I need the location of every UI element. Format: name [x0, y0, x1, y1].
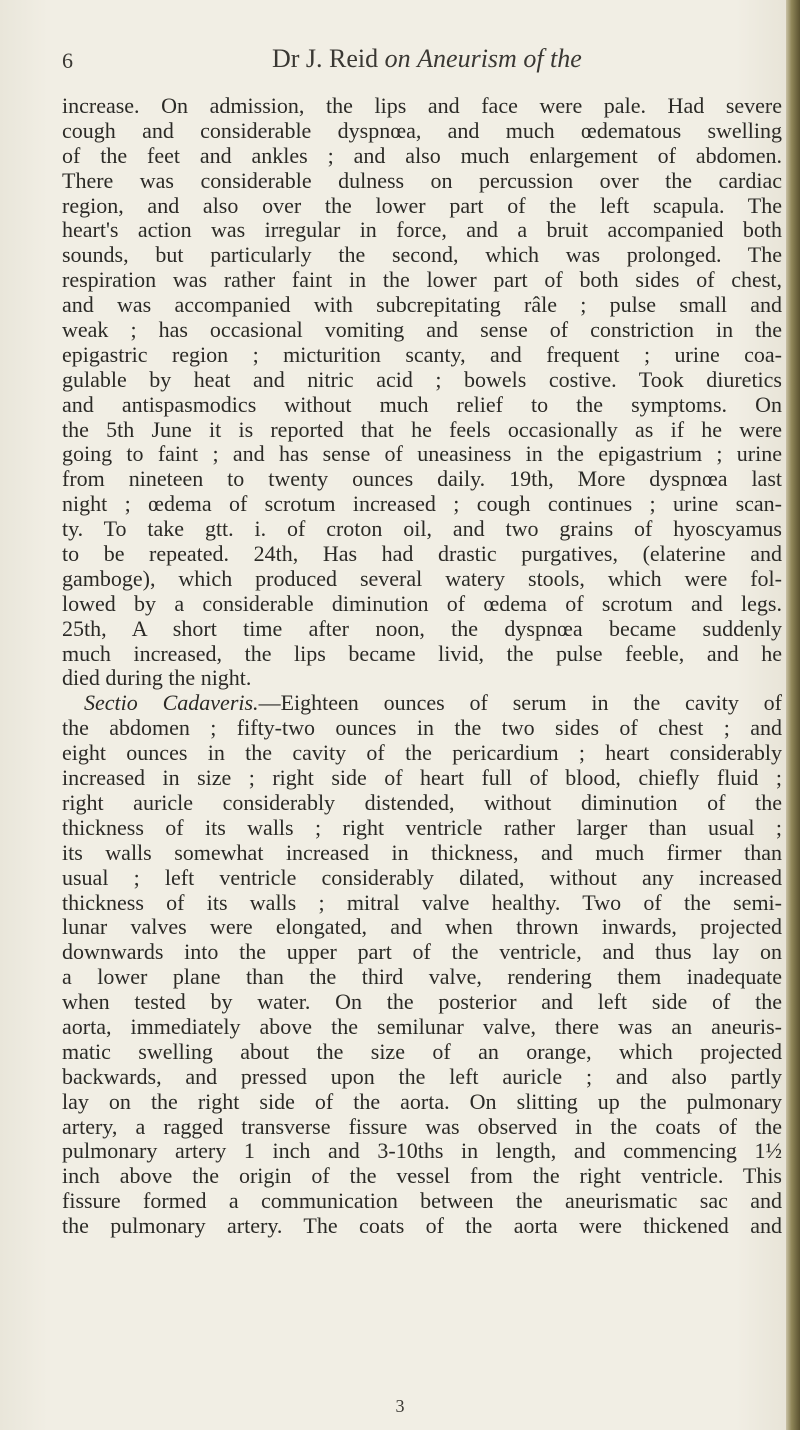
text-line: to be repeated. 24th, Has had drastic purgatives, (elaterine and	[62, 542, 782, 567]
text-line: increase. On admission, the lips and face were pale. Had severe	[62, 94, 782, 118]
text-line: inch above the origin of the vessel from the right ventricle. This	[62, 1164, 782, 1189]
text-line: when tested by water. On the posterior and left side of the	[62, 990, 782, 1015]
text-line: lunar valves were elongated, and when thrown inwards, projected	[62, 915, 782, 940]
text-line: There was considerable dulness on percussion over the cardiac	[62, 168, 782, 193]
text-line: the abdomen ; fifty-two ounces in the two sides of chest ; and	[62, 716, 782, 741]
text-line: going to faint ; and has sense of uneasiness in the epigastrium ; urine	[62, 442, 782, 467]
text-line: respiration was rather faint in the lower part of both sides of chest,	[62, 268, 782, 293]
text-line: heart's action was irregular in force, and a bruit accompanied both	[62, 218, 782, 243]
text-line: night ; œdema of scrotum increased ; cough continues ; urine scan-	[62, 492, 782, 517]
text-line: aorta, immediately above the semilunar valve, there was an aneuris-	[62, 1014, 782, 1039]
text-line: 25th, A short time after noon, the dyspnœa became suddenly	[62, 616, 782, 641]
text-line: increased in size ; right side of heart full of blood, chiefly fluid ;	[62, 766, 782, 791]
text-line: epigastric region ; micturition scanty, and frequent ; urine coa-	[62, 342, 782, 367]
text-line: its walls somewhat increased in thickness, and much firmer than	[62, 840, 782, 865]
running-head-author: Dr J. Reid	[272, 44, 379, 73]
running-head-prefix: on	[384, 44, 411, 73]
text-line: gamboge), which produced several watery stools, which were fol-	[62, 566, 782, 591]
text-line: right auricle considerably distended, without diminution of the	[62, 790, 782, 815]
text-line: weak ; has occasional vomiting and sense of constriction in the	[62, 318, 782, 343]
text-line: matic swelling about the size of an orange, which projected	[62, 1039, 782, 1064]
page-number: 6	[62, 48, 73, 73]
text-line: died during the night.	[62, 666, 252, 691]
text-line: of the feet and ankles ; and also much enlargement of abdomen.	[62, 143, 782, 168]
binding-edge	[786, 0, 800, 1430]
body-text	[62, 94, 782, 1239]
sectio-line	[62, 691, 782, 716]
running-head	[272, 44, 582, 74]
text-line: and was accompanied with subcrepitating râle ; pulse small and	[62, 293, 782, 318]
text-line: pulmonary artery 1 inch and 3-10ths in length, and commencing 1½	[62, 1139, 782, 1164]
text-line: usual ; left ventricle considerably dilated, without any increased	[62, 865, 782, 890]
text-line: sounds, but particularly the second, which was prolonged. The	[62, 243, 782, 268]
running-head-title: Aneurism of the	[417, 44, 582, 73]
text-line: the 5th June it is reported that he feels occasionally as if he were	[62, 417, 782, 442]
text-line: the pulmonary artery. The coats of the aorta were thickened and	[62, 1214, 782, 1239]
text-line: thickness of its walls ; mitral valve healthy. Two of the semi-	[62, 890, 782, 915]
text-line: lay on the right side of the aorta. On slitting up the pulmonary	[62, 1089, 782, 1114]
text-line: much increased, the lips became livid, the pulse feeble, and he	[62, 641, 782, 666]
text-line: and antispasmodics without much relief to the symptoms. On	[62, 392, 782, 417]
text-line: backwards, and pressed upon the left auricle ; and also partly	[62, 1064, 782, 1089]
text-line: lowed by a considerable diminution of œdema of scrotum and legs.	[62, 591, 782, 616]
text-line: thickness of its walls ; right ventricle rather larger than usual ;	[62, 815, 782, 840]
text-line: a lower plane than the third valve, rendering them inadequate	[62, 965, 782, 990]
text-line: region, and also over the lower part of the left scapula. The	[62, 193, 782, 218]
text-line: eight ounces in the cavity of the pericardium ; heart considerably	[62, 741, 782, 766]
text-line: artery, a ragged transverse fissure was observed in the coats of the	[62, 1114, 782, 1139]
text-line: from nineteen to twenty ounces daily. 19th, More dyspnœa last	[62, 467, 782, 492]
sectio-heading: Sectio Cadaveris.	[84, 691, 259, 716]
signature-mark: 3	[395, 1396, 405, 1416]
text-line: fissure formed a communication between the aneurismatic sac and	[62, 1189, 782, 1214]
text-line: downwards into the upper part of the ventricle, and thus lay on	[62, 940, 782, 965]
text-line: gulable by heat and nitric acid ; bowels costive. Took diuretics	[62, 367, 782, 392]
page-header	[40, 0, 760, 100]
text-line: cough and considerable dyspnœa, and much œdematous swelling	[62, 118, 782, 143]
text-line: ty. To take gtt. i. of croton oil, and two grains of hyoscyamus	[62, 517, 782, 542]
sectio-text: —Eighteen ounces of serum in the cavity of	[258, 691, 782, 716]
